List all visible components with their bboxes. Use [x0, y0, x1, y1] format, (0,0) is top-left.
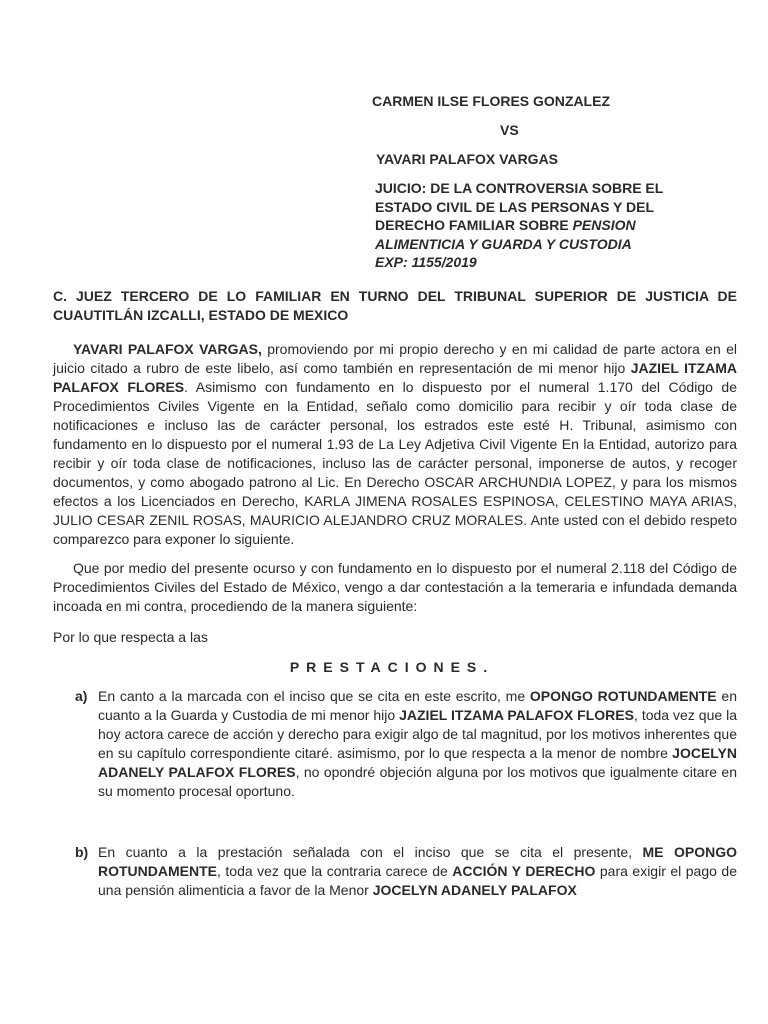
- item-bold-part: JOCELYN ADANELY PALAFOX FLORES: [98, 745, 737, 780]
- item-text-part: , toda vez que la contraria carece de: [217, 863, 453, 879]
- item-bold-part: JOCELYN ADANELY PALAFOX: [372, 882, 577, 898]
- intro-text-b: . Asimismo con fundamento en lo dispuesto por el numeral 1.170 del Código de Procedimientos Civiles Vigente en la Entidad, señalo como domicilio para recibir y oír toda clase de notificaciones e incluso las de carácter personal, los estrados este esté H. Tribunal, asimismo con fundamento en lo dispuesto por el numeral 1.93 de La Ley Adjetiva Civil Vigente En la Entidad, autorizo para recibir y oír toda clase de notificaciones, incluso las de carácter personal, imponerse de autos, y recoger documentos, y como abogado patrono al Lic. En Derecho OSCAR ARCHUNDIA LOPEZ, y para los mismos efectos a los Licenciados en Derecho, KARLA JIMENA ROSALES ESPINOSA, CELESTINO MAYA ARIAS, JULIO CESAR ZENIL ROSAS, MAURICIO ALEJANDRO CRUZ MORALES. Ante usted con el debido respeto comparezco para exponer lo siguiente.: [53, 379, 737, 547]
- defendant-name: YAVARI PALAFOX VARGAS: [376, 151, 559, 167]
- list-marker: a): [75, 688, 88, 704]
- item-text-part: , toda vez que la hoy actora carece de acción y derecho para exigir algo de tal magnitud, por los motivos inherentes que en su capítulo correspondiente citaré. asimismo, por lo que respecta a la menor de nombre: [98, 707, 737, 761]
- versus-label: VS: [500, 122, 519, 138]
- promovente-name: YAVARI PALAFOX VARGAS,: [73, 341, 262, 357]
- plaintiff-name: CARMEN ILSE FLORES GONZALEZ: [372, 93, 610, 109]
- list-item: [53, 687, 737, 801]
- item-bold-part: JAZIEL ITZAMA PALAFOX FLORES: [399, 707, 634, 723]
- item-text-part: En canto a la marcada con el inciso que se cita en este escrito, me: [98, 688, 530, 704]
- item-text-part: , no opondré objeción alguna por los motivos que igualmente citare en su momento procesal oportuno.: [98, 764, 737, 799]
- case-type-italic: PENSION ALIMENTICIA Y GUARDA Y CUSTODIA: [375, 217, 636, 252]
- list-marker: b): [75, 844, 89, 860]
- item-text-part: En cuanto a la prestación señalada con el inciso que se cita el presente,: [98, 844, 643, 860]
- intro-text-a: promoviendo por mi propio derecho y en mi calidad de parte actora en el juicio citado a rubro de este libelo, así como también en representación de mi menor hijo: [53, 341, 737, 376]
- case-type-text: JUICIO: DE LA CONTROVERSIA SOBRE EL ESTADO CIVIL DE LAS PERSONAS Y DEL DERECHO FAMILIAR SOBRE: [375, 180, 664, 233]
- response-paragraph: Que por medio del presente ocurso y con fundamento en lo dispuesto por el numeral 2.118 del Código de Procedimientos Civiles del Estado de México, vengo a dar contestación a la temeraria e infundada demanda incoada en mi contra, procediendo de la manera siguiente:: [53, 560, 737, 614]
- child-name: JAZIEL ITZAMA PALAFOX FLORES: [53, 360, 737, 395]
- item-bold-part: OPONGO ROTUNDAMENTE: [529, 688, 717, 704]
- prestaciones-lead: Por lo que respecta a las: [53, 629, 208, 645]
- item-bold-part: ACCIÓN Y DERECHO: [452, 863, 596, 879]
- case-type: [375, 179, 705, 272]
- list-item-text: [98, 843, 737, 900]
- case-number: EXP: 1155/2019: [375, 254, 477, 270]
- list-item-text: [98, 687, 737, 801]
- section-title-prestaciones: PRESTACIONES.: [289, 659, 495, 675]
- item-bold-part: ME OPONGO ROTUNDAMENTE: [98, 844, 737, 879]
- judge-addressee: C. JUEZ TERCERO DE LO FAMILIAR EN TURNO DEL TRIBUNAL SUPERIOR DE JUSTICIA DE CUAUTITLÁN IZCALLI, ESTADO DE MEXICO: [53, 288, 737, 323]
- item-text-part: para exigir el pago de una pensión alimenticia a favor de la Menor: [98, 863, 737, 898]
- intro-paragraph: [53, 340, 737, 549]
- list-item: [53, 843, 737, 900]
- item-text-part: en cuanto a la Guarda y Custodia de mi menor hijo: [98, 688, 737, 723]
